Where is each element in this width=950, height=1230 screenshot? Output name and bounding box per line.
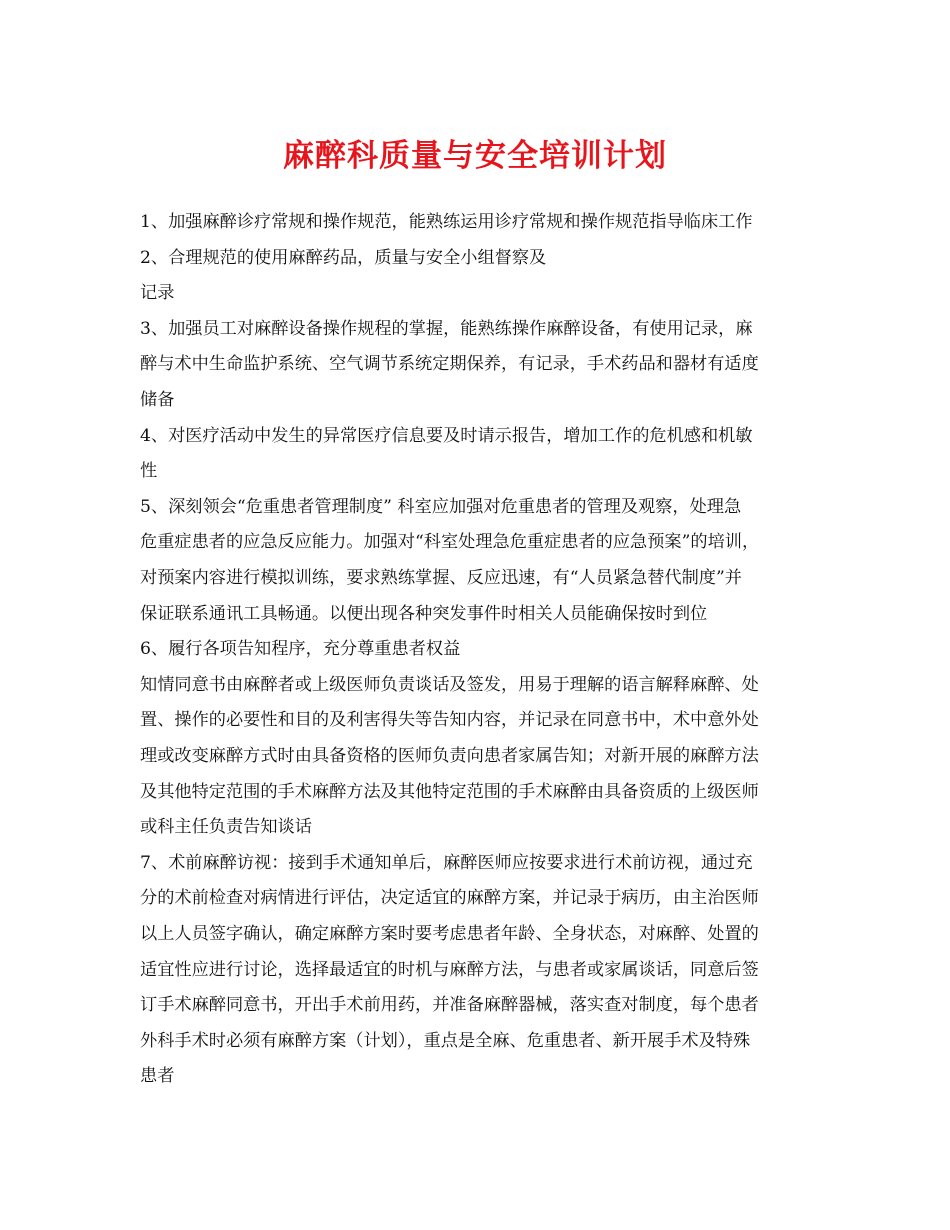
body-line: 1、加强麻醉诊疗常规和操作规范，能熟练运用诊疗常规和操作规范指导临床工作	[140, 212, 753, 232]
body-line: 订手术麻醉同意书，开出手术前用药，并准备麻醉器械，落实查对制度，每个患者	[140, 995, 759, 1016]
body-line: 或科主任负责告知谈话	[140, 817, 312, 838]
body-line: 适宜性应进行讨论，选择最适宜的时机与麻醉方法，与患者或家属谈话，同意后签	[140, 959, 759, 980]
body-line: 危重症患者的应急反应能力。加强对“科室处理急危重症患者的应急预案”的培训，	[140, 532, 760, 553]
body-line: 2、合理规范的使用麻醉药品，质量与安全小组督察及	[140, 247, 547, 268]
body-line: 外科手术时必须有麻醉方案（计划），重点是全麻、危重患者、新开展手术及特殊	[140, 1030, 751, 1051]
body-line: 4、对医疗活动中发生的异常医疗信息要及时请示报告，增加工作的危机感和机敏	[140, 425, 753, 446]
body-line: 知情同意书由麻醉者或上级医师负责谈话及签发，用易于理解的语言解释麻醉、处	[140, 674, 759, 695]
body-line: 以上人员签字确认，确定麻醉方案时要考虑患者年龄、全身状态，对麻醉、处置的	[140, 924, 759, 944]
body-line: 3、加强员工对麻醉设备操作规程的掌握，能熟练操作麻醉设备，有使用记录，麻	[140, 318, 753, 339]
body-line: 保证联系通讯工具畅通。以便出现各种突发事件时相关人员能确保按时到位	[140, 603, 708, 624]
body-line: 6、履行各项告知程序，充分尊重患者权益	[140, 639, 461, 660]
document-title: 麻醉科质量与安全培训计划	[283, 138, 667, 174]
body-line: 置、操作的必要性和目的及利害得失等告知内容，并记录在同意书中，术中意外处	[140, 710, 759, 731]
body-line: 储备	[140, 390, 175, 410]
body-line: 7、术前麻醉访视：接到手术通知单后，麻醉医师应按要求进行术前访视，通过充	[140, 852, 753, 873]
body-line: 患者	[140, 1066, 175, 1087]
body-line: 理或改变麻醉方式时由具备资格的医师负责向患者家属告知；对新开展的麻醉方法	[140, 746, 759, 766]
body-line: 记录	[140, 283, 175, 304]
body-line: 分的术前检查对病情进行评估，决定适宜的麻醉方案，并记录于病历，由主治医师	[140, 888, 759, 909]
body-line: 5、深刻领会“危重患者管理制度” 科室应加强对危重患者的管理及观察，处理急	[140, 496, 742, 517]
body-line: 对预案内容进行模拟训练，要求熟练掌握、反应迅速，有“人员紧急替代制度”并	[140, 568, 742, 588]
body-line: 性	[140, 461, 158, 482]
body-line: 及其他特定范围的手术麻醉方法及其他特定范围的手术麻醉由具备资质的上级医师	[140, 781, 759, 802]
body-line: 醉与术中生命监护系统、空气调节系统定期保养，有记录，手术药品和器材有适度	[140, 354, 759, 375]
